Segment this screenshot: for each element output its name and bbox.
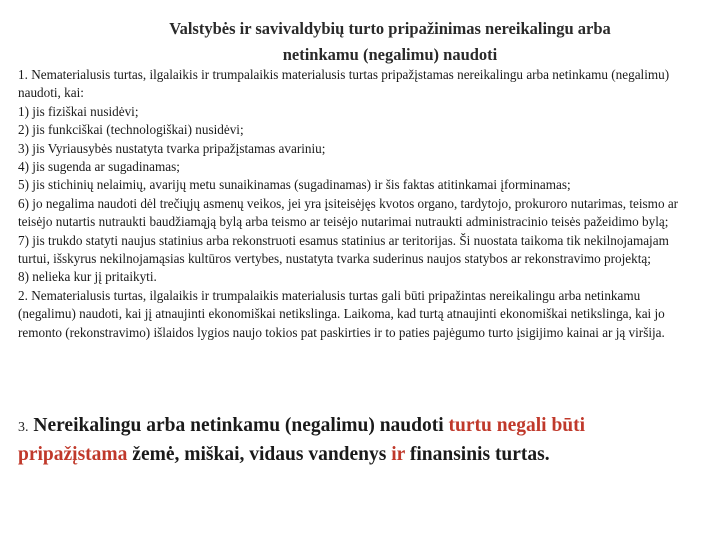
list-item-7: 7) jis trukdo statyti naujus statinius arba rekonstruoti esamus statinius ar teritorijas. Ši nuostata taikoma tik nekilnojamajam turtui, išskyrus nekilnojamąsias kultūros vertybes, nustatyta tvarka suderinus naujos statybos ar rekonstravimo projektą; [18, 232, 669, 267]
list-item-6: 6) jo negalima naudoti dėl trečiųjų asmenų veikos, jei yra įsiteisėjęs kvotos organo, tardytojo, prokuroro nutarimas, teismo ar teisėjo nutartis nutraukti baudžiamąją bylą arba teismo ar teisėjo nutarimai nutraukti administracinio teisės pažeidimo bylą; [18, 195, 679, 230]
list-item-4: 4) jis sugenda ar sugadinamas; [18, 159, 180, 175]
page-title [110, 16, 670, 68]
list-item-3: 3) jis Vyriausybės nustatyta tvarka pripažįstamas avariniu; [18, 140, 326, 156]
paragraph-2: 2. Nematerialusis turtas, ilgalaikis ir trumpalaikis materialusis turtas gali būti pripažintas nereikalingu arba netinkamu (negalimu) naudoti, kai jį atnaujinti ekonomiškai netikslinga. Laikoma, kad turtą atnaujinti ekonomiškai netikslinga, kai jo remonto (rekonstravimo) išlaidos lygios naujo tokios pat paskirties ir to paties pajėgumo turto įsigijimo kainai ar ją viršija. [18, 287, 665, 340]
emphasis-part-4: ir [391, 444, 405, 465]
list-item-8: 8) nelieka kur jį pritaikyti. [18, 269, 157, 285]
title-line-1: Valstybės ir savivaldybių turto pripažinimas nereikalingu arba [169, 19, 611, 38]
emphasis-paragraph-3 [18, 412, 698, 468]
title-line-2: netinkamu (negalimu) naudoti [282, 45, 498, 64]
emphasis-part-1: Nereikalingu arba netinkamu (negalimu) naudoti [33, 415, 444, 436]
document-body [18, 66, 698, 342]
list-item-2: 2) jis funkciškai (technologiškai) nusidėvi; [18, 122, 244, 138]
emphasis-part-5: finansinis turtas. [409, 444, 550, 465]
list-item-1: 1) jis fiziškai nusidėvi; [18, 103, 139, 119]
paragraph-1-intro: 1. Nematerialusis turtas, ilgalaikis ir trumpalaikis materialusis turtas pripažįstamas nereikalingu arba netinkamu (negalimu) naudoti, kai: [18, 67, 670, 101]
list-item-5: 5) jis stichinių nelaimių, avarijų metu sunaikinamas (sugadinamas) ir šis faktas atitinkamai įforminamas; [18, 177, 571, 193]
emphasis-part-2: turtu negali būti pripažįstama [18, 415, 586, 465]
emphasis-part-3: žemė, miškai, vidaus vandenys [132, 444, 387, 465]
emphasis-number: 3. [18, 420, 29, 435]
